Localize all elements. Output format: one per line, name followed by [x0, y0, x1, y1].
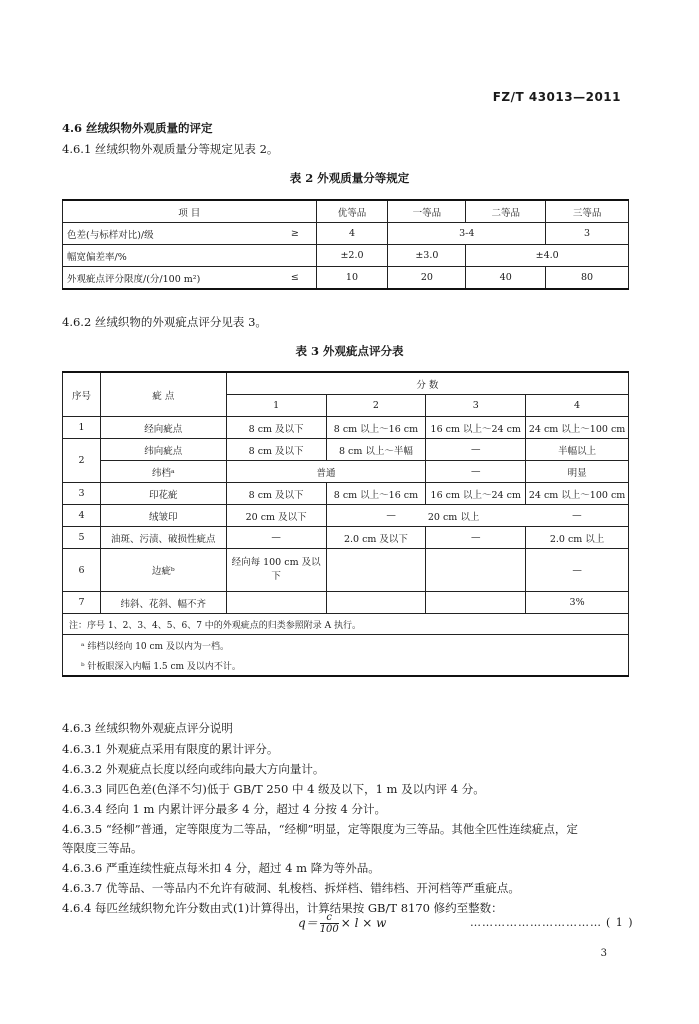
table2-row-width-item: 幅宽偏差率/% [63, 245, 317, 267]
table3-r2b-name: 纬档ᵃ [100, 461, 226, 483]
section-4-6-3-6: 4.6.3.6 严重连续性疵点每米扣 4 分，超过 4 m 降为等外品。 [62, 861, 380, 875]
table2-header-san: 三等品 [546, 200, 629, 223]
formula-1 [298, 912, 386, 935]
table3-defect-scoring [62, 371, 629, 677]
table3-r2a-name: 纬向疵点 [100, 439, 226, 461]
table3-r7-c4: 3% [526, 592, 629, 614]
table3-score-2: 2 [326, 395, 426, 417]
table3-r1-c4: 24 cm 以上～100 cm [526, 417, 629, 439]
table3-r4-no: 4 [63, 505, 101, 527]
table3-r1-name: 经向疵点 [100, 417, 226, 439]
table3-header-no: 序号 [63, 372, 101, 417]
table3-r7-no: 7 [63, 592, 101, 614]
table3-r2b-c3: — [426, 461, 526, 483]
section-4-6-3-5-cont: 等限度三等品。 [62, 841, 143, 855]
table3-footnote-a: ᵃ 纬档以经向 10 cm 及以内为一档。 [63, 635, 629, 656]
table3-r1-c3: 16 cm 以上～24 cm [426, 417, 526, 439]
table3-r1-no: 1 [63, 417, 101, 439]
page-number: 3 [600, 948, 607, 959]
table3-r5-c4: 2.0 cm 以上 [526, 527, 629, 549]
table3-r2a-c2: 8 cm 以上～半幅 [326, 439, 426, 461]
table3-r4-c2: — [326, 505, 426, 527]
table3-r3-c4: 24 cm 以上～100 cm [526, 483, 629, 505]
table3-score-1: 1 [226, 395, 326, 417]
table3-r5-no: 5 [63, 527, 101, 549]
table2-header-er: 二等品 [466, 200, 546, 223]
table2-row-color-you: 4 [316, 223, 388, 245]
table3-r6-name: 边疵ᵇ [100, 549, 226, 592]
formula-number: ( 1 ) [606, 916, 634, 929]
table2-row-defect-item: 外观疵点评分限度/(分/100 m²) [63, 267, 275, 290]
table3-r1-c2: 8 cm 以上～16 cm [326, 417, 426, 439]
table3-r6-c4: — [526, 549, 629, 592]
formula-denominator: 100 [319, 924, 339, 935]
table3-r6-c3 [426, 549, 526, 592]
table3-r3-name: 印花疵 [100, 483, 226, 505]
table2-row-defect-san: 80 [546, 267, 629, 290]
table3-r2-no: 2 [63, 439, 101, 483]
table3-r4-c4: — [526, 505, 629, 527]
table3-r2b-c12: 普通 [226, 461, 426, 483]
section-4-6-3-1: 4.6.3.1 外观疵点采用有限度的累计评分。 [62, 742, 279, 756]
standard-number: FZ/T 43013—2011 [492, 90, 621, 104]
formula-numerator: c [320, 912, 339, 924]
table3-r7-c2 [326, 592, 426, 614]
table2-caption: 表 2 外观质量分等规定 [289, 171, 410, 185]
section-4-6-2: 4.6.2 丝绒织物的外观疵点评分见表 3。 [62, 315, 267, 329]
table3-r4-name: 绒皱印 [100, 505, 226, 527]
table2-row-defect-yi: 20 [388, 267, 466, 290]
table2-row-defect-sym: ≤ [274, 267, 316, 290]
table3-r7-c3 [426, 592, 526, 614]
table3-r5-name: 油斑、污渍、破损性疵点 [100, 527, 226, 549]
table3-r3-no: 3 [63, 483, 101, 505]
table3-r2a-c1: 8 cm 及以下 [226, 439, 326, 461]
table2-row-color-item: 色差(与标样对比)/级 [63, 223, 275, 245]
section-4-6-title: 4.6 丝绒织物外观质量的评定 [62, 121, 213, 135]
table3-r6-c2 [326, 549, 426, 592]
table3-r5-c1: — [226, 527, 326, 549]
table2-header-item: 项 目 [63, 200, 317, 223]
section-4-6-3-3: 4.6.3.3 同匹色差(色泽不匀)低于 GB/T 250 中 4 级及以下，1 m 及以内评 4 分。 [62, 782, 485, 796]
table3-r6-no: 6 [63, 549, 101, 592]
table2-header-yi: 一等品 [388, 200, 466, 223]
section-4-6-3-4: 4.6.3.4 经向 1 m 内累计评分最多 4 分，超过 4 分按 4 分计。 [62, 802, 386, 816]
formula-rhs: × l × w [340, 916, 387, 930]
table3-score-3: 3 [426, 395, 526, 417]
table2-row-color-san: 3 [546, 223, 629, 245]
table3-r3-c2: 8 cm 以上～16 cm [326, 483, 426, 505]
table2-row-width-you: ±2.0 [316, 245, 388, 267]
table3-r3-c1: 8 cm 及以下 [226, 483, 326, 505]
table3-r4-c1: 20 cm 及以下 [226, 505, 326, 527]
section-4-6-3-2: 4.6.3.2 外观疵点长度以经向或纬向最大方向量计。 [62, 762, 325, 776]
table3-r7-name: 纬斜、花斜、幅不齐 [100, 592, 226, 614]
table3-r7-c1 [226, 592, 326, 614]
table2-quality-grading [62, 199, 629, 290]
table2-row-width-er-san: ±4.0 [466, 245, 629, 267]
table2-row-color-sym: ≥ [274, 223, 316, 245]
formula-fraction [320, 912, 339, 935]
table3-footnote-b: ᵇ 针板眼深入内幅 1.5 cm 及以内不计。 [63, 655, 629, 676]
table3-r6-c1: 经向每 100 cm 及以下 [226, 549, 326, 592]
formula-leader-dots: …………………………… ( 1 ) [470, 916, 634, 929]
table3-r2a-c4: 半幅以上 [526, 439, 629, 461]
table3-caption: 表 3 外观疵点评分表 [295, 344, 404, 358]
formula-lhs: q＝ [298, 916, 318, 930]
table3-header-defect: 疵 点 [100, 372, 226, 417]
table2-row-color-yi-er: 3-4 [388, 223, 546, 245]
section-4-6-3-7: 4.6.3.7 优等品、一等品内不允许有破洞、轧梭档、拆烊档、错纬档、开河档等严重疵点。 [62, 881, 520, 895]
table3-r2b-c4: 明显 [526, 461, 629, 483]
table3-r3-c3: 16 cm 以上～24 cm [426, 483, 526, 505]
table3-score-4: 4 [526, 395, 629, 417]
table2-row-defect-er: 40 [466, 267, 546, 290]
section-4-6-3: 4.6.3 丝绒织物外观疵点评分说明 [62, 721, 233, 735]
section-4-6-1: 4.6.1 丝绒织物外观质量分等规定见表 2。 [62, 142, 279, 156]
table2-row-defect-you: 10 [316, 267, 388, 290]
table3-r5-c3: — [426, 527, 526, 549]
table3-r1-c1: 8 cm 及以下 [226, 417, 326, 439]
section-4-6-4: 4.6.4 每匹丝绒织物允许分数由式(1)计算得出，计算结果按 GB/T 8170 修约至整数： [62, 901, 503, 915]
table2-row-width-yi: ±3.0 [388, 245, 466, 267]
table3-header-score: 分 数 [226, 372, 628, 395]
table3-r2a-c3: — [426, 439, 526, 461]
table3-note: 注：序号 1、2、3、4、5、6、7 中的外观疵点的归类参照附录 A 执行。 [63, 614, 629, 635]
table2-header-you: 优等品 [316, 200, 388, 223]
table3-r5-c2: 2.0 cm 及以下 [326, 527, 426, 549]
table3-r4-c3: 20 cm 以上 [426, 505, 526, 527]
section-4-6-3-5: 4.6.3.5 “经柳”普通，定等限度为二等品，“经柳”明显，定等限度为三等品。其他全匹性连续疵点，定 [62, 822, 578, 836]
